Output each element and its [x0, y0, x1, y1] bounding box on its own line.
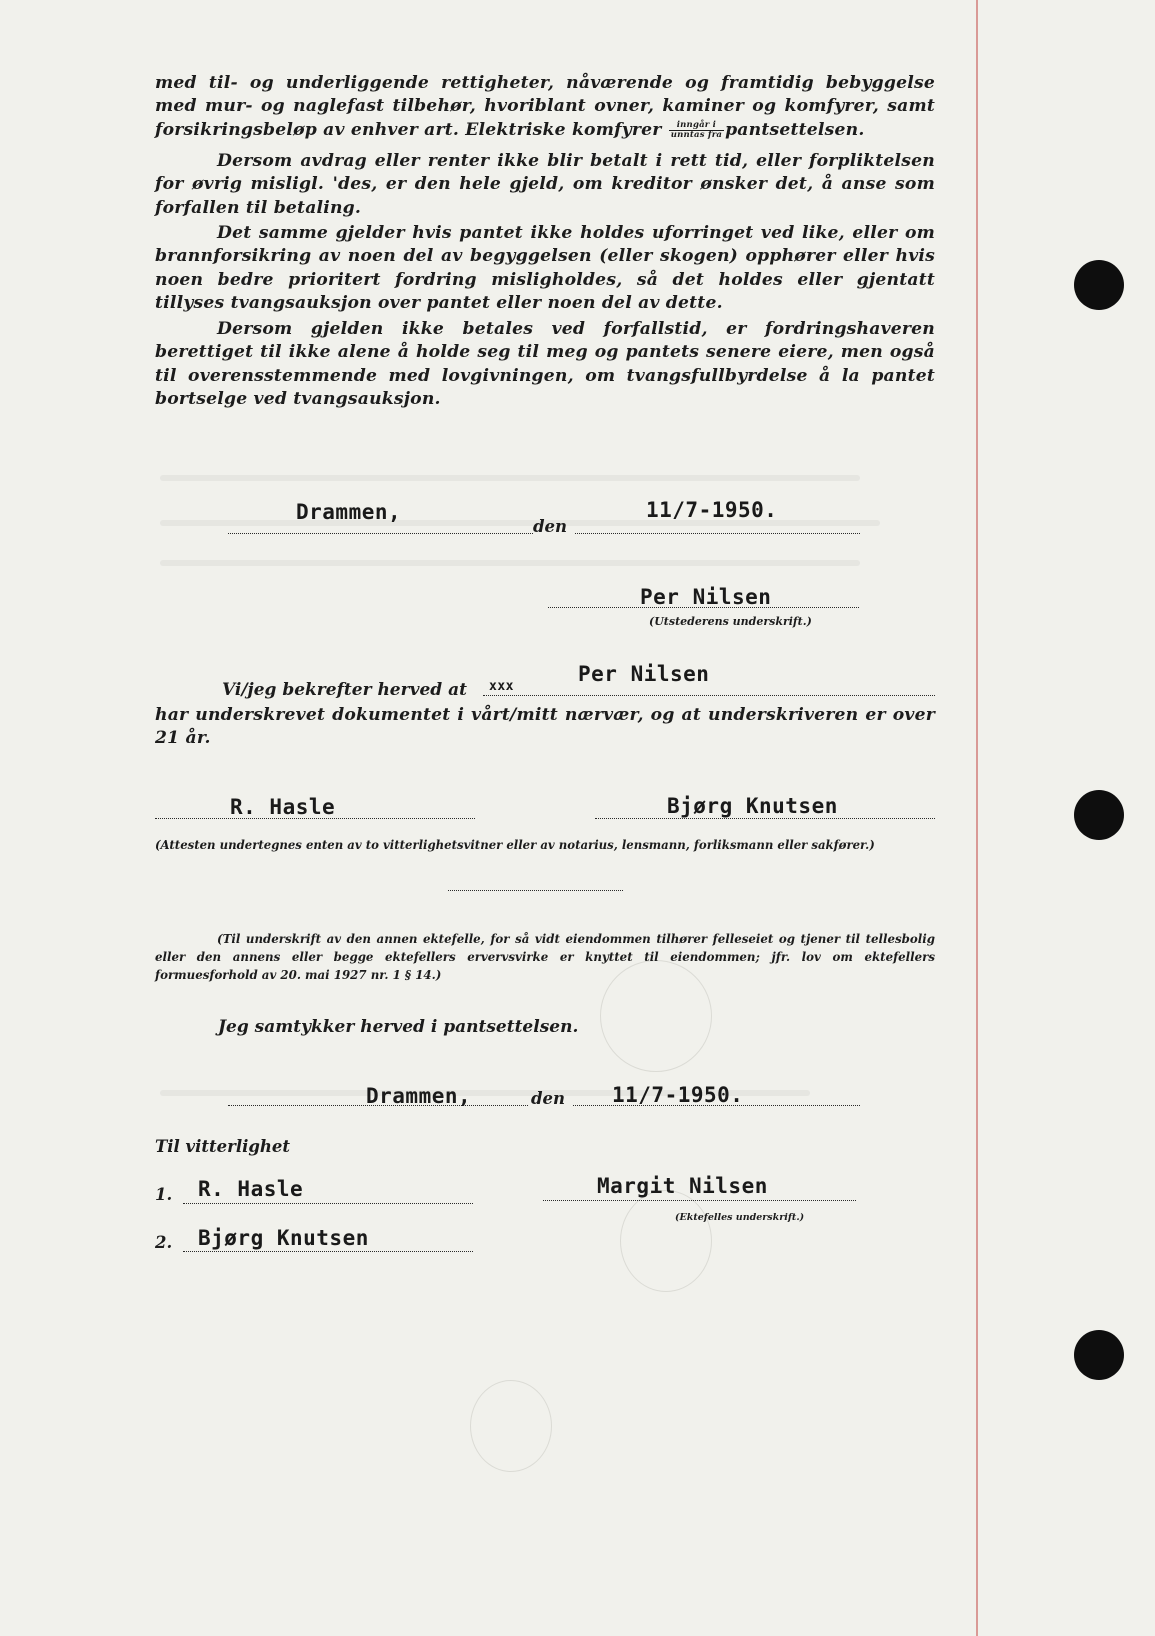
confirmation-witness-1: R. Hasle — [230, 795, 336, 819]
place-line — [228, 533, 533, 534]
margin-rule — [976, 0, 978, 1636]
spouse-signature-line — [543, 1200, 856, 1201]
consent-place: Drammen, — [366, 1084, 472, 1108]
paragraph-collateral-end: pantsettelsen. — [725, 119, 865, 140]
paragraph-default: Dersom avdrag eller renter ikke blir betalt i rett tid, eller forpliktelsen for øvrig misligl. 'des, er den hele gjeld, om kreditor ønsker det, å anse som forfallen til betaling. — [155, 151, 935, 218]
spouse-caption: (Ektefelles underskrift.) — [675, 1212, 805, 1223]
confirmation-name-line — [483, 695, 935, 696]
consent-witness-line-1 — [183, 1203, 473, 1204]
confirmation-witness-2: Bjørg Knutsen — [667, 794, 838, 818]
vitterlighet-label: Til vitterlighet — [155, 1137, 291, 1156]
issuer-signature: Per Nilsen — [640, 585, 772, 609]
consent-witness-1: R. Hasle — [198, 1177, 304, 1201]
date-line — [575, 533, 860, 534]
confirmation-xxx: xxx — [489, 679, 514, 694]
witness-line-2 — [595, 818, 935, 819]
paragraph-enforcement: Dersom gjelden ikke betales ved forfallstid, er fordringshaveren berettiget til ikke alene å holde seg til meg og pantets senere eiere, men også til overensstemmende med lovgivningen, om tvangsfullbyrdelse å la pantet bortselge ved tvangsauksjon. — [155, 319, 935, 410]
consent-text: Jeg samtykker herved i pantsettelsen. — [218, 1017, 579, 1037]
confirmation-text: har underskrevet dokumentet i vårt/mitt nærvær, og at underskriveren er over 21 år. — [155, 705, 935, 749]
fraction-numerator: inngår i — [669, 121, 724, 131]
consent-den-label: den — [531, 1089, 566, 1108]
bleed-stamp — [620, 1190, 712, 1292]
confirmation-name: Per Nilsen — [578, 662, 710, 686]
punch-hole — [1074, 260, 1124, 310]
witness-number-2: 2. — [155, 1233, 173, 1252]
punch-hole — [1074, 1330, 1124, 1380]
fraction-denominator: unntas fra — [670, 129, 723, 140]
paragraph-collateral — [155, 72, 935, 142]
paragraph-maintenance: Det samme gjelder hvis pantet ikke holdes uforringet ved like, eller om brannforsikring av noen del av begyggelsen (eller skogen) opphører eller hvis noen bedre prioritert fordring misligholdes, så det holdes eller gjentatt tillyses tvangsauksjon over pantet eller noen del av dette. — [155, 223, 935, 314]
signing-place: Drammen, — [296, 500, 402, 524]
bleed-text — [160, 560, 860, 566]
attest-note: (Attesten undertegnes enten av to vitterlighetsvitner eller av notarius, lensmann, forliksmann eller sakfører.) — [155, 838, 875, 852]
signing-date: 11/7-1950. — [646, 498, 778, 522]
confirmation-lead: Vi/jeg bekrefter herved at — [222, 680, 467, 700]
issuer-caption: (Utstederens underskrift.) — [649, 615, 812, 628]
separator-line — [448, 890, 623, 891]
bleed-stamp — [470, 1380, 552, 1472]
den-label: den — [533, 517, 568, 536]
witness-number-1: 1. — [155, 1185, 173, 1204]
spouse-note: (Til underskrift av den annen ektefelle, for så vidt eiendommen tilhører felleseiet og tjener til tellesbolig eller den annens eller begge ektefellers ervervsvirke er knyttet til eiendommen; jfr. lov om ektefellers formuesforhold av 20. mai 1927 nr. 1 § 14.) — [155, 932, 935, 982]
punch-hole — [1074, 790, 1124, 840]
consent-witness-2: Bjørg Knutsen — [198, 1226, 369, 1250]
inclusion-fraction — [669, 121, 724, 140]
spouse-signature: Margit Nilsen — [597, 1174, 768, 1198]
paragraph-collateral-text: med til- og underliggende rettigheter, nåværende og framtidig bebyggelse med mur- og naglefast tilbehør, hvoriblant ovner, kaminer og komfyrer, samt forsikringsbeløp av enhver art. Elektriske komfyrer — [155, 73, 935, 140]
consent-date: 11/7-1950. — [612, 1083, 744, 1107]
bleed-text — [160, 475, 860, 481]
consent-witness-line-2 — [183, 1251, 473, 1252]
